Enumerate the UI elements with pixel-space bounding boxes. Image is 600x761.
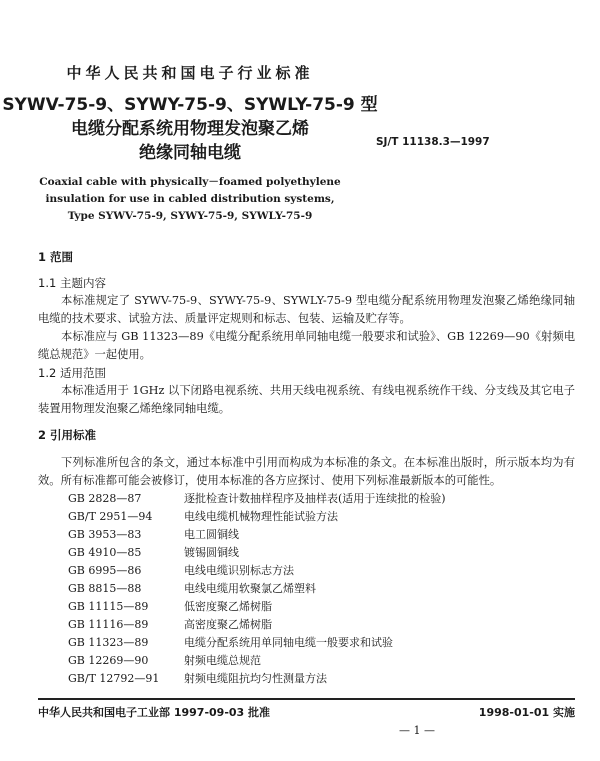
section-1-2-heading: 1.2 适用范围 — [38, 366, 106, 380]
reference-code: GB/T 12792—91 — [68, 672, 160, 685]
reference-code: GB 2828—87 — [68, 492, 142, 505]
reference-code: GB 8815—88 — [68, 582, 142, 595]
reference-item — [38, 562, 575, 580]
document-body — [38, 248, 575, 739]
footer — [38, 705, 575, 721]
footer-divider — [38, 698, 575, 700]
reference-item — [38, 544, 575, 562]
reference-title: 电线电缆机械物理性能试验方法 — [184, 510, 338, 523]
reference-item — [38, 670, 575, 688]
reference-item — [38, 526, 575, 544]
reference-title: 电线电缆识别标志方法 — [184, 564, 294, 577]
reference-code: GB 11116—89 — [68, 618, 149, 631]
reference-code: GB 4910—85 — [68, 546, 142, 559]
reference-title: 逐批检查计数抽样程序及抽样表(适用于连续批的检验) — [184, 492, 446, 505]
reference-item — [38, 616, 575, 634]
page-number: — 1 — — [399, 724, 435, 737]
document-header: 中华人民共和国电子行业标准 — [66, 64, 314, 82]
reference-title: 电缆分配系统用单同轴电缆一般要求和试验 — [184, 636, 393, 649]
reference-code: GB 11323—89 — [68, 636, 149, 649]
implementation-date: 1998-01-01 实施 — [478, 706, 575, 719]
reference-title: 镀锡圆铜线 — [184, 546, 239, 559]
section-1-1-paragraph-1: 本标准规定了 SYWV-75-9、SYWY-75-9、SYWLY-75-9 型电缆分配系统用物理发泡聚乙烯绝缘同轴电缆的技术要求、试验方法、质量评定规则和标志、包装、运输及贮存等。 — [38, 294, 575, 325]
reference-item — [38, 634, 575, 652]
reference-list — [38, 490, 575, 688]
reference-item — [38, 508, 575, 526]
reference-item — [38, 652, 575, 670]
standard-code: SJ/T 11138.3—1997 — [376, 136, 490, 148]
english-title-line-2: insulation for use in cabled distribution systems, — [45, 193, 335, 205]
title-line-3: 绝缘同轴电缆 — [139, 143, 241, 163]
reference-code: GB 12269—90 — [68, 654, 149, 667]
english-title-line-3: Type SYWV-75-9, SYWY-75-9, SYWLY-75-9 — [67, 210, 313, 222]
reference-title: 高密度聚乙烯树脂 — [184, 618, 272, 631]
reference-code: GB 3953—83 — [68, 528, 142, 541]
reference-item — [38, 580, 575, 598]
section-2-paragraph: 下列标准所包含的条文，通过本标准中引用而构成为本标准的条文。在本标准出版时，所示版本均为有效。所有标准都可能会被修订，使用本标准的各方应探讨、使用下列标准最新版本的可能性。 — [38, 456, 575, 487]
reference-code: GB/T 2951—94 — [68, 510, 153, 523]
reference-item — [38, 598, 575, 616]
reference-item — [38, 490, 575, 508]
reference-title: 电线电缆用软聚氯乙烯塑料 — [184, 582, 316, 595]
reference-title: 射频电缆总规范 — [184, 654, 261, 667]
reference-title: 电工圆铜线 — [184, 528, 239, 541]
approval-note: 中华人民共和国电子工业部 1997-09-03 批准 — [38, 706, 271, 719]
english-title-line-1: Coaxial cable with physically－foamed polyethylene — [39, 176, 341, 188]
title-line-1: SYWV-75-9、SYWY-75-9、SYWLY-75-9 型 — [2, 95, 378, 115]
reference-title: 低密度聚乙烯树脂 — [184, 600, 272, 613]
section-1-heading: 1 范围 — [38, 250, 74, 264]
title-line-2: 电缆分配系统用物理发泡聚乙烯 — [71, 119, 309, 139]
section-2-heading: 2 引用标准 — [38, 428, 97, 442]
reference-title: 射频电缆阻抗均匀性测量方法 — [184, 672, 327, 685]
section-1-1-heading: 1.1 主题内容 — [38, 276, 106, 290]
reference-code: GB 6995—86 — [68, 564, 142, 577]
reference-code: GB 11115—89 — [68, 600, 149, 613]
section-1-2-paragraph: 本标准适用于 1GHz 以下闭路电视系统、共用天线电视系统、有线电视系统作干线、分支线及其它电子装置用物理发泡聚乙烯绝缘同轴电缆。 — [38, 384, 575, 415]
section-1-1-paragraph-2: 本标准应与 GB 11323—89《电缆分配系统用单同轴电缆一般要求和试验》、GB 12269—90《射频电缆总规范》一起使用。 — [38, 330, 575, 361]
